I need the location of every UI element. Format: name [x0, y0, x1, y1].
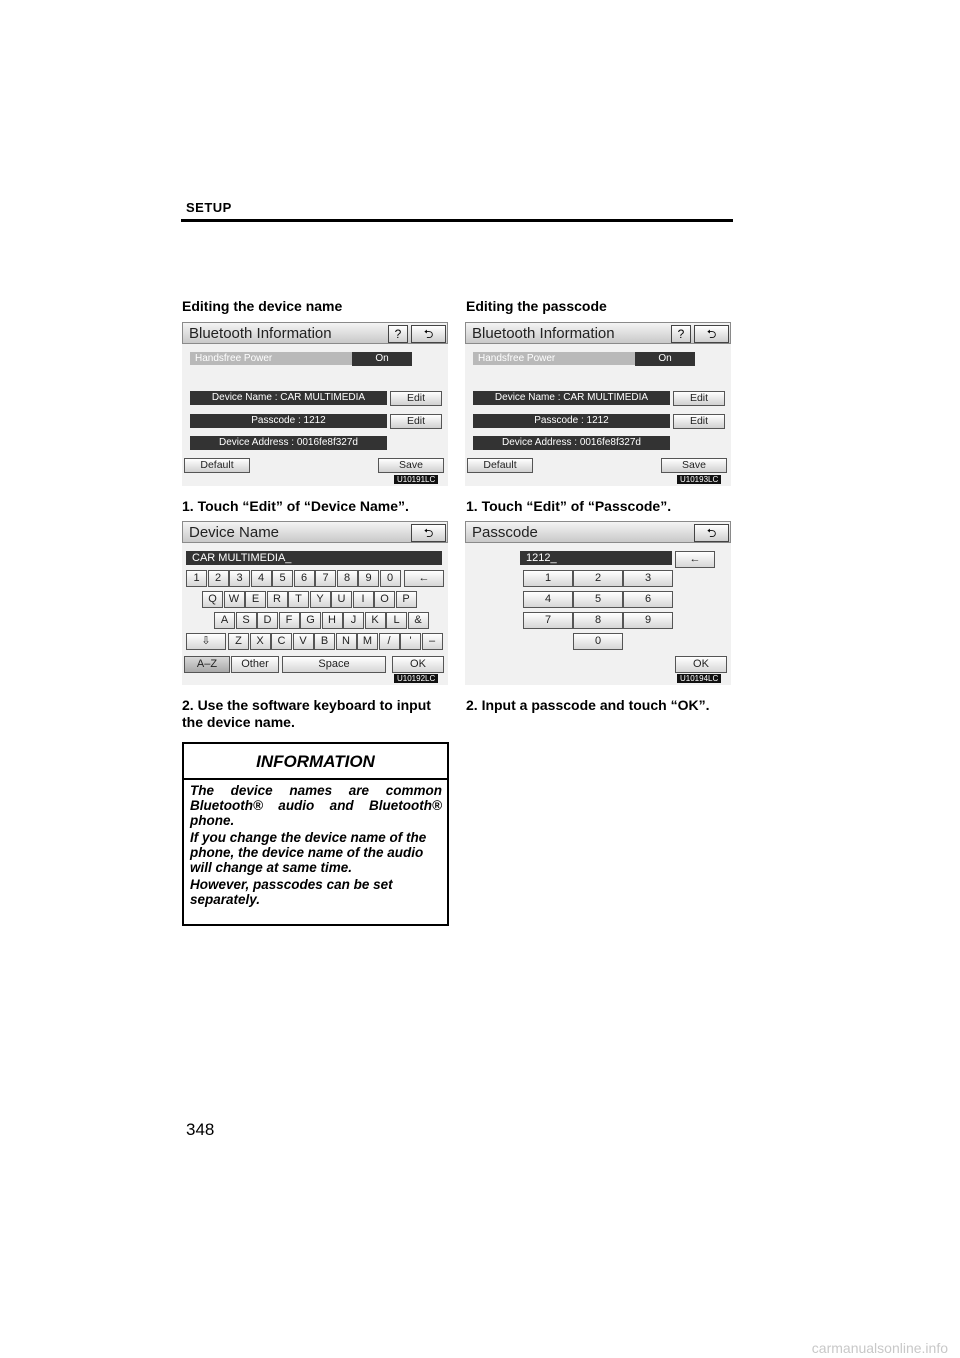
back-icon: ⮌ — [706, 327, 717, 341]
screen-titlebar — [465, 322, 731, 344]
back-icon: ⮌ — [423, 327, 434, 341]
backspace-key[interactable]: ← — [675, 551, 715, 568]
left-heading: Editing the device name — [182, 298, 343, 314]
key-slash[interactable]: / — [379, 633, 400, 650]
passcode-field: Passcode : 1212 — [190, 414, 387, 428]
information-title: INFORMATION — [256, 752, 375, 771]
figure-code: U10191LC — [394, 475, 438, 484]
figure-code: U10192LC — [394, 674, 438, 683]
key-n[interactable]: N — [336, 633, 357, 650]
device-name-field: Device Name : CAR MULTIMEDIA — [473, 391, 670, 405]
key-apostrophe[interactable]: ' — [400, 633, 421, 650]
bt-info-screen-right — [465, 322, 731, 486]
az-key[interactable]: A–Z — [184, 656, 230, 673]
key-6[interactable]: 6 — [623, 591, 673, 608]
screen-title: Bluetooth Information — [472, 325, 615, 342]
screen-title: Device Name — [189, 524, 280, 541]
shift-key[interactable]: ⇩ — [186, 633, 226, 650]
key-c[interactable]: C — [271, 633, 292, 650]
screen-titlebar — [182, 521, 448, 543]
key-T[interactable]: T — [288, 591, 309, 608]
key-7[interactable]: 7 — [523, 612, 573, 629]
key-Y[interactable]: Y — [310, 591, 331, 608]
back-button[interactable] — [694, 325, 729, 343]
figure-code: U10193LC — [677, 475, 721, 484]
edit-device-name-button[interactable]: Edit — [673, 391, 725, 406]
edit-device-name-button[interactable]: Edit — [390, 391, 442, 406]
left-step-2: 2. Use the software keyboard to input the device name. — [182, 697, 431, 730]
ok-button[interactable]: OK — [675, 656, 727, 673]
key-b[interactable]: B — [314, 633, 335, 650]
device-address-field: Device Address : 0016fe8f327d — [473, 436, 670, 450]
screen-titlebar — [465, 521, 731, 543]
key-O[interactable]: O — [374, 591, 395, 608]
device-name-input[interactable]: CAR MULTIMEDIA_ — [186, 551, 442, 565]
key-1[interactable]: 1 — [186, 570, 207, 587]
information-box — [182, 742, 449, 926]
watermark: carmanualsonline.info — [811, 1340, 948, 1356]
save-button[interactable]: Save — [661, 458, 727, 473]
backspace-key[interactable]: ← — [404, 570, 444, 587]
right-step-1: 1. Touch “Edit” of “Passcode”. — [466, 498, 672, 514]
back-button[interactable] — [694, 524, 729, 542]
key-m[interactable]: M — [357, 633, 378, 650]
key-L[interactable]: L — [386, 612, 407, 629]
back-icon: ⮌ — [706, 526, 717, 540]
passcode-field: Passcode : 1212 — [473, 414, 670, 428]
key-W[interactable]: W — [224, 591, 245, 608]
help-button[interactable]: ? — [388, 325, 408, 343]
information-paragraph-2: If you change the device name of the phone, the device name of the audio will change at same time. — [190, 830, 427, 875]
default-button[interactable]: Default — [467, 458, 533, 473]
key-dash[interactable]: – — [422, 633, 443, 650]
key-S[interactable]: S — [236, 612, 257, 629]
key-9[interactable]: 9 — [623, 612, 673, 629]
left-step-1: 1. Touch “Edit” of “Device Name”. — [182, 498, 409, 514]
key-7[interactable]: 7 — [315, 570, 336, 587]
key-1[interactable]: 1 — [523, 570, 573, 587]
key-U[interactable]: U — [331, 591, 352, 608]
key-v[interactable]: V — [293, 633, 314, 650]
handsfree-power-value[interactable]: On — [635, 352, 695, 366]
key-ampersand[interactable]: & — [408, 612, 429, 629]
other-key[interactable]: Other — [231, 656, 279, 673]
device-name-field: Device Name : CAR MULTIMEDIA — [190, 391, 387, 405]
key-6[interactable]: 6 — [294, 570, 315, 587]
key-G[interactable]: G — [300, 612, 321, 629]
back-button[interactable] — [411, 524, 446, 542]
help-button[interactable]: ? — [671, 325, 691, 343]
key-K[interactable]: K — [365, 612, 386, 629]
handsfree-power-value[interactable]: On — [352, 352, 412, 366]
passcode-input[interactable]: 1212_ — [520, 551, 672, 565]
edit-passcode-button[interactable]: Edit — [673, 414, 725, 429]
key-8[interactable]: 8 — [337, 570, 358, 587]
information-paragraph-1: The device names are common Bluetooth® audio and Bluetooth® phone. — [190, 783, 442, 828]
information-divider — [184, 778, 447, 780]
key-I[interactable]: I — [353, 591, 374, 608]
back-icon: ⮌ — [423, 526, 434, 540]
key-x[interactable]: X — [250, 633, 271, 650]
handsfree-power-label: Handsfree Power — [473, 352, 635, 365]
device-address-field: Device Address : 0016fe8f327d — [190, 436, 387, 450]
key-3[interactable]: 3 — [623, 570, 673, 587]
key-R[interactable]: R — [267, 591, 288, 608]
key-J[interactable]: J — [343, 612, 364, 629]
save-button[interactable]: Save — [378, 458, 444, 473]
key-z[interactable]: Z — [228, 633, 249, 650]
ok-button[interactable]: OK — [392, 656, 444, 673]
device-name-screen — [182, 521, 448, 685]
key-F[interactable]: F — [279, 612, 300, 629]
edit-passcode-button[interactable]: Edit — [390, 414, 442, 429]
screen-title: Bluetooth Information — [189, 325, 332, 342]
key-2[interactable]: 2 — [208, 570, 229, 587]
key-2[interactable]: 2 — [573, 570, 623, 587]
key-P[interactable]: P — [396, 591, 417, 608]
bt-info-screen-left — [182, 322, 448, 486]
figure-code: U10194LC — [677, 674, 721, 683]
right-heading: Editing the passcode — [466, 298, 607, 314]
key-9[interactable]: 9 — [358, 570, 379, 587]
passcode-screen — [465, 521, 731, 685]
header-rule — [181, 219, 733, 222]
screen-title: Passcode — [472, 524, 538, 541]
key-4[interactable]: 4 — [523, 591, 573, 608]
right-step-2: 2. Input a passcode and touch “OK”. — [466, 697, 710, 713]
key-3[interactable]: 3 — [229, 570, 250, 587]
space-key[interactable]: Space — [282, 656, 386, 673]
information-paragraph-3: However, passcodes can be set separately. — [190, 877, 393, 907]
key-E[interactable]: E — [245, 591, 266, 608]
key-4[interactable]: 4 — [251, 570, 272, 587]
default-button[interactable]: Default — [184, 458, 250, 473]
key-D[interactable]: D — [257, 612, 278, 629]
key-H[interactable]: H — [322, 612, 343, 629]
page-number: 348 — [186, 1120, 215, 1139]
key-5[interactable]: 5 — [272, 570, 293, 587]
key-Q[interactable]: Q — [202, 591, 223, 608]
key-0[interactable]: 0 — [573, 633, 623, 650]
back-button[interactable] — [411, 325, 446, 343]
section-label: SETUP — [186, 200, 232, 215]
key-5[interactable]: 5 — [573, 591, 623, 608]
key-8[interactable]: 8 — [573, 612, 623, 629]
key-A[interactable]: A — [214, 612, 235, 629]
handsfree-power-label: Handsfree Power — [190, 352, 352, 365]
screen-titlebar — [182, 322, 448, 344]
key-0[interactable]: 0 — [380, 570, 401, 587]
